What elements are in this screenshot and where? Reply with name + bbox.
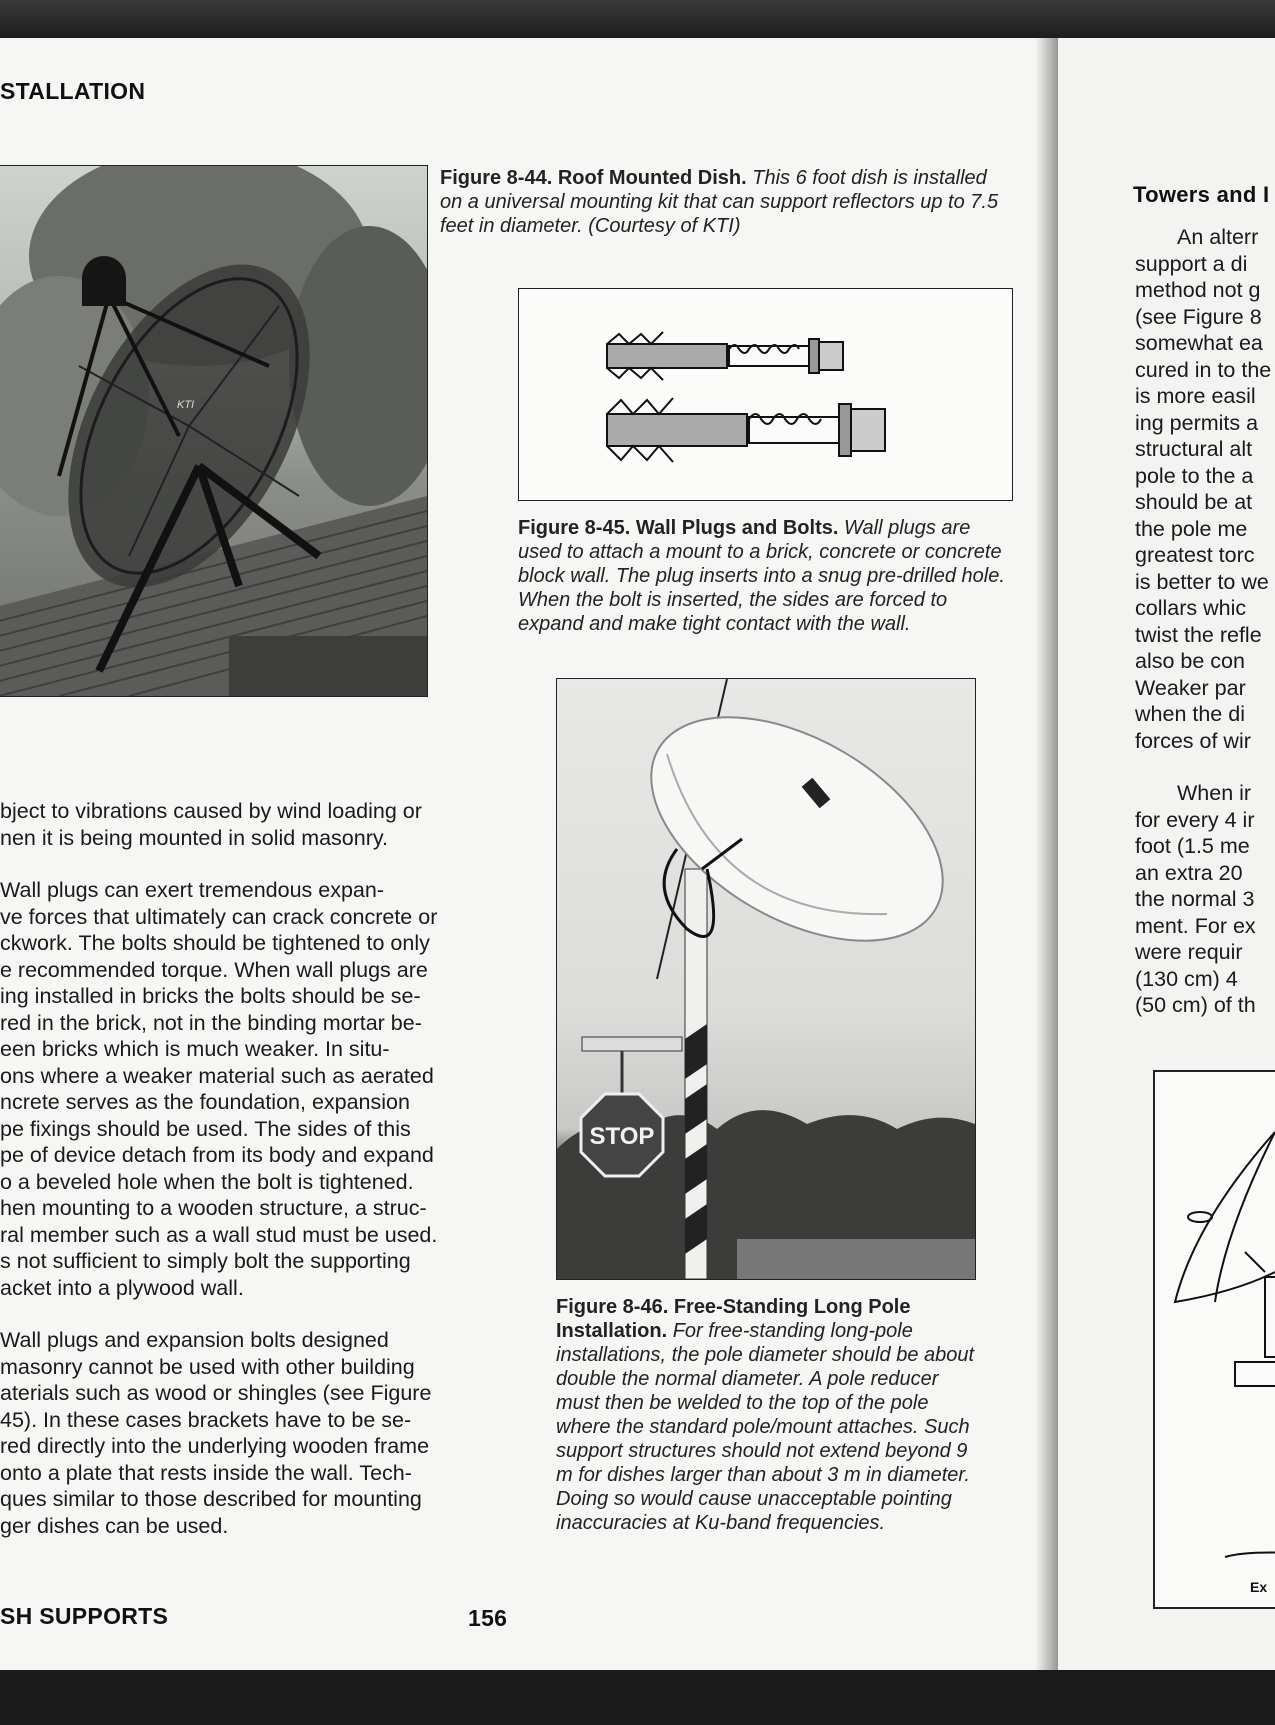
right-line: collars whic xyxy=(1135,596,1247,620)
right-line: support a di xyxy=(1135,251,1248,276)
figure-8-45-label: Figure 8-45. Wall Plugs and Bolts. xyxy=(518,517,839,539)
right-line: should be at xyxy=(1135,490,1253,514)
right-line: (50 cm) of th xyxy=(1135,993,1256,1017)
right-paragraph-1 xyxy=(1135,224,1271,754)
roof-dish-illustration xyxy=(0,166,427,696)
footer-section-title: SH SUPPORTS xyxy=(0,1603,169,1629)
figure-8-45-text: Wall plugs are used to attach a mount to a brick, concrete or concrete block wall. The plug inserts into a snug pre-drilled hole. When the bolt is inserted, the sides are forced to expand and make tight contact with the wall. xyxy=(518,517,1005,635)
right-line: ment. For ex xyxy=(1135,913,1256,938)
right-line: structural alt xyxy=(1135,437,1253,461)
right-line: also be con xyxy=(1135,649,1245,673)
right-line: ing permits a xyxy=(1135,410,1259,435)
body-paragraph: Wall plugs and expansion bolts designed masonry cannot be used with other building aterials such as wood or shingles (see Figure 45). In these cases brackets have to be se- red directly into the underlying wooden frame onto a plate that rests inside the wall. Tech- ques similar to those described for mounting ger dishes can be used. xyxy=(0,1328,432,1538)
right-line: Weaker par xyxy=(1135,675,1246,700)
right-line: somewhat ea xyxy=(1135,331,1263,355)
page-number: 156 xyxy=(468,1605,508,1631)
right-page xyxy=(1058,38,1275,1670)
right-line: an extra 20 xyxy=(1135,860,1243,885)
left-body-column xyxy=(0,798,470,1565)
right-line: foot (1.5 me xyxy=(1135,834,1250,858)
right-line: greatest torc xyxy=(1135,543,1255,567)
figure-8-46-text: For free-standing long-pole installations, the pole diameter should be about double the normal diameter. A pole reducer must then be welded to the top of the pole where the standard pole/mount attaches. Such support structures should not extend beyond 9 m for dishes larger than about 3 m in diameter. Doing so would cause unacceptable pointing inaccuracies at Ku-band frequencies. xyxy=(556,1320,975,1534)
right-page-heading: Towers and I xyxy=(1133,182,1270,207)
right-line: is more easil xyxy=(1135,384,1256,408)
right-paragraph-2 xyxy=(1135,780,1256,1019)
right-line: When ir xyxy=(1177,781,1252,805)
left-page xyxy=(0,38,1058,1670)
right-line: twist the refle xyxy=(1135,622,1262,647)
body-paragraph: bject to vibrations caused by wind loading or nen it is being mounted in solid masonry. xyxy=(0,799,422,850)
right-line: the normal 3 xyxy=(1135,887,1255,911)
figure-8-46-label: Figure 8-46. Free-Standing Long Pole Installation. xyxy=(556,1296,911,1342)
right-figure-box xyxy=(1153,1070,1275,1609)
right-line: the pole me xyxy=(1135,516,1248,541)
right-line: (130 cm) 4 xyxy=(1135,966,1238,991)
right-line: (see Figure 8 xyxy=(1135,304,1262,329)
figure-8-46-caption xyxy=(556,1295,976,1535)
figure-fragment-text: Ex xyxy=(1250,1579,1268,1595)
right-line: for every 4 ir xyxy=(1135,807,1255,832)
scan-top-edge xyxy=(0,0,1275,38)
body-paragraph: Wall plugs can exert tremendous expan- ve forces that ultimately can crack concrete or ckwork. The bolts should be tightened to only e recommended torque. When wall plugs are ing installed in bricks the bolts should be se- red in the brick, not in the binding mortar be- een bricks which is much weaker. In situ- ons where a weaker material such as aerated ncrete serves as the foundation, expansion pe fixings should be used. The sides of this pe of device detach from its body and expand o a beveled hole when the bolt is tightened. hen mounting to a wooden structure, a struc- ral member such as a wall stud must be used. s not sufficient to simply bolt the supporting acket into a plywood wall. xyxy=(0,878,438,1300)
right-line: were requir xyxy=(1135,940,1243,964)
figure-8-44-label: Figure 8-44. Roof Mounted Dish. xyxy=(440,167,747,189)
right-line: cured in to the xyxy=(1135,357,1272,382)
kti-logo: KTI xyxy=(177,399,195,411)
right-line: An alterr xyxy=(1177,225,1259,249)
right-line: forces of wir xyxy=(1135,728,1251,753)
right-line: pole to the a xyxy=(1135,463,1254,488)
figure-8-44-caption xyxy=(440,166,1014,238)
right-line: is better to we xyxy=(1135,569,1269,594)
roof-dish-photo xyxy=(0,165,428,697)
figure-8-45-caption xyxy=(518,516,1018,636)
wall-plugs-bolts-illustration xyxy=(519,289,1012,500)
tower-dish-illustration xyxy=(1155,1072,1275,1607)
right-line: method not g xyxy=(1135,278,1261,302)
stop-sign-text: STOP xyxy=(589,1123,655,1150)
long-pole-photo xyxy=(556,678,976,1280)
wall-plugs-figure xyxy=(518,288,1013,501)
scan-bottom-edge xyxy=(0,1670,1275,1725)
long-pole-illustration xyxy=(557,679,975,1279)
running-title: STALLATION xyxy=(0,78,146,104)
figure-8-44-text: This 6 foot dish is installed on a universal mounting kit that can support reflectors up to 7.5 feet in diameter. (Courtesy of KTI) xyxy=(440,167,999,237)
right-line: when the di xyxy=(1135,702,1245,726)
